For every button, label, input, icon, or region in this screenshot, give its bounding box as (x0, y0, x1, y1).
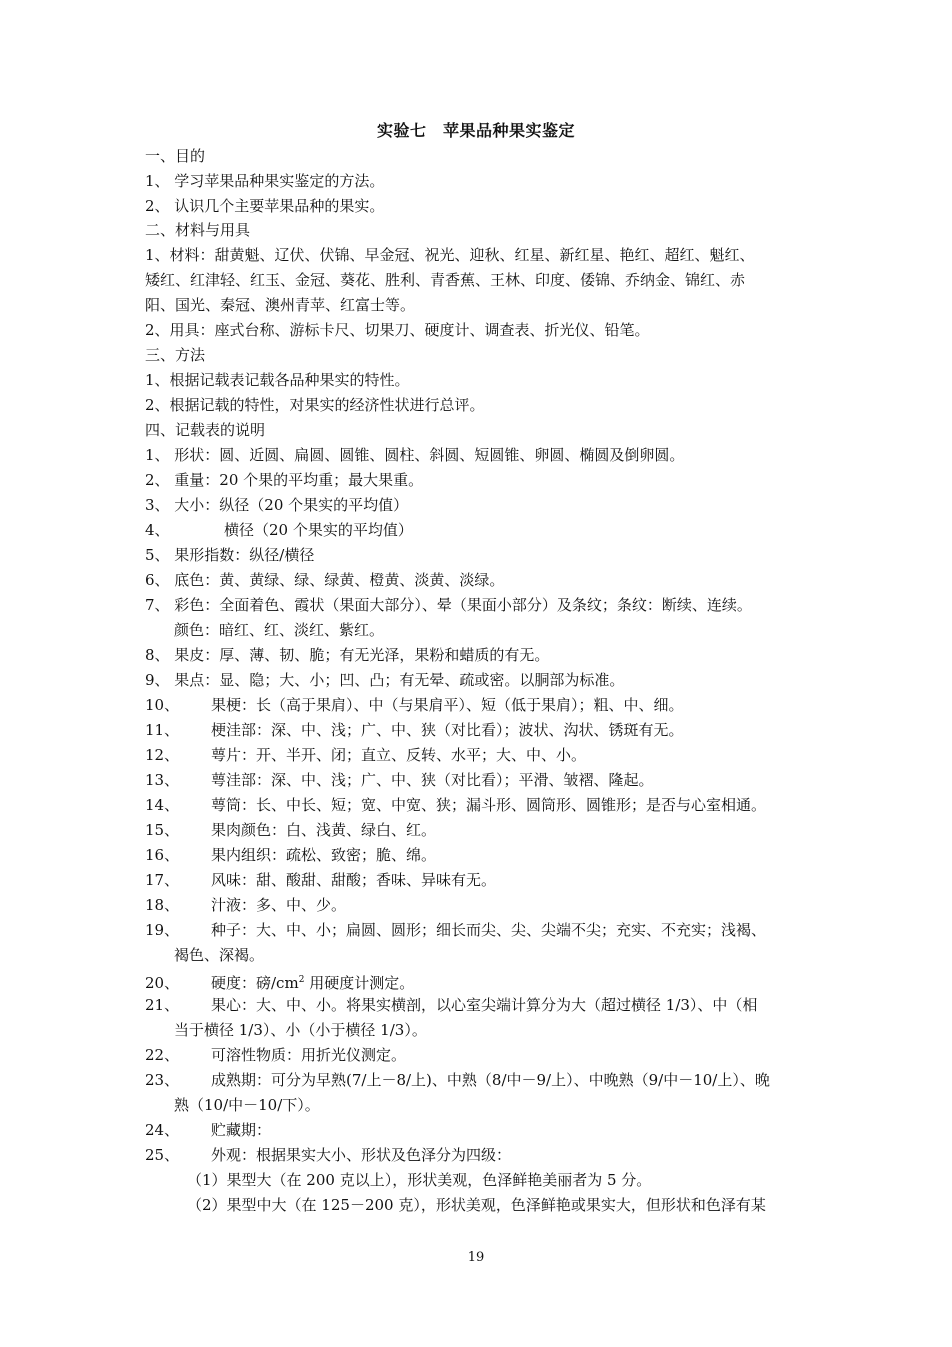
text-line (145, 795, 815, 815)
text-line (145, 920, 815, 940)
item-text: 贮藏期： (211, 1121, 272, 1139)
text-line (145, 895, 815, 915)
text-line: 1、 学习苹果品种果实鉴定的方法。 (145, 172, 385, 190)
text-line (145, 870, 815, 890)
text-line (145, 970, 815, 993)
superscript: 2 (298, 975, 305, 985)
item-number: 24、 (145, 1121, 180, 1139)
item-text: 果梗：长（高于果肩）、中（与果肩平）、短（低于果肩）；粗、中、细。 (211, 696, 684, 714)
item-text: 硬度：磅/cm (211, 974, 299, 992)
item-number: 19、 (145, 921, 180, 939)
item-number: 10、 (145, 696, 180, 714)
section-heading: 四、记载表的说明 (145, 421, 266, 439)
item-text: 成熟期：可分为早熟(7/上－8/上)、中熟（8/中－9/上）、中晚熟（9/中－10/上）、晚 (211, 1071, 770, 1089)
text-line: 7、 彩色：全面着色、霞状（果面大部分）、晕（果面小部分）及条纹；条纹：断续、连续。 (145, 596, 752, 614)
item-text: 萼片：开、半开、闭；直立、反转、水平；大、中、小。 (211, 746, 587, 764)
item-number: 22、 (145, 1046, 180, 1064)
text-line-continued: 熟（10/中－10/下）。 (174, 1096, 320, 1114)
item-text: 风味：甜、酸甜、甜酸；香味、异味有无。 (211, 871, 497, 889)
sub-item: （1）果型大（在 200 克以上），形状美观，色泽鲜艳美丽者为 5 分。 (187, 1171, 652, 1189)
item-text: 萼筒：长、中长、短；宽、中宽、狭；漏斗形、圆筒形、圆锥形；是否与心室相通。 (211, 796, 767, 814)
item-number: 14、 (145, 796, 180, 814)
text-line: 9、 果点：显、隐；大、小；凹、凸；有无晕、疏或密。以胴部为标准。 (145, 671, 625, 689)
text-line: 2、 认识几个主要苹果品种的果实。 (145, 197, 385, 215)
item-number: 16、 (145, 846, 180, 864)
section-heading: 三、方法 (145, 346, 206, 364)
text-line: 8、 果皮：厚、薄、韧、脆；有无光泽，果粉和蜡质的有无。 (145, 646, 550, 664)
item-text: 外观：根据果实大小、形状及色泽分为四级： (211, 1146, 512, 1164)
item-text: 横径（20 个果实的平均值） (224, 521, 413, 539)
item-text: 果心：大、中、小。将果实横剖，以心室尖端计算分为大（超过横径 1/3）、中（相 (211, 996, 758, 1014)
text-line: 2、用具：座式台称、游标卡尺、切果刀、硬度计、调查表、折光仪、铅笔。 (145, 321, 650, 339)
text-line: 1、材料：甜黄魁、辽伏、伏锦、早金冠、祝光、迎秋、红星、新红星、艳红、超红、魁红、 (145, 246, 755, 264)
text-line (145, 845, 815, 865)
item-number: 25、 (145, 1146, 180, 1164)
text-line-continued: 颜色：暗红、红、淡红、紫红。 (174, 621, 385, 639)
item-number: 20、 (145, 974, 180, 992)
item-text: 种子：大、中、小；扁圆、圆形；细长而尖、尖、尖端不尖；充实、不充实；浅褐、 (211, 921, 767, 939)
text-line: 1、 形状：圆、近圆、扁圆、圆锥、圆柱、斜圆、短圆锥、卵圆、椭圆及倒卵圆。 (145, 446, 685, 464)
item-number: 21、 (145, 996, 180, 1014)
text-line (145, 695, 815, 715)
item-number: 18、 (145, 896, 180, 914)
item-text: 用硬度计测定。 (304, 974, 415, 992)
text-line (145, 1120, 815, 1140)
item-text: 汁液：多、中、少。 (211, 896, 347, 914)
text-line-continued: 褐色、深褐。 (174, 946, 265, 964)
text-line-continued: 当于横径 1/3）、小（小于横径 1/3）。 (174, 1021, 427, 1039)
item-number: 11、 (145, 721, 180, 739)
section-heading: 二、材料与用具 (145, 221, 251, 239)
item-text: 果肉颜色：白、浅黄、绿白、红。 (211, 821, 437, 839)
item-text: 可溶性物质：用折光仪测定。 (211, 1046, 407, 1064)
item-number: 15、 (145, 821, 180, 839)
item-text: 萼洼部：深、中、浅；广、中、狭（对比看）；平滑、皱褶、隆起。 (211, 771, 654, 789)
item-text: 果内组织：疏松、致密；脆、绵。 (211, 846, 437, 864)
item-number: 4、 (145, 521, 170, 539)
page-title: 实验七 苹果品种果实鉴定 (376, 121, 575, 140)
item-number: 17、 (145, 871, 180, 889)
item-number: 12、 (145, 746, 180, 764)
sub-item: （2）果型中大（在 125－200 克），形状美观，色泽鲜艳或果实大，但形状和色泽有某 (187, 1196, 766, 1214)
text-line: 矮红、红津轻、红玉、金冠、葵花、胜利、青香蕉、王林、印度、倭锦、乔纳金、锦红、赤 (145, 271, 746, 289)
text-line (145, 1145, 815, 1165)
text-line: 阳、国光、秦冠、澳州青苹、红富士等。 (145, 296, 416, 314)
text-line (145, 1070, 815, 1090)
item-number: 23、 (145, 1071, 180, 1089)
text-line: 2、根据记载的特性，对果实的经济性状进行总评。 (145, 396, 485, 414)
item-text: 梗洼部：深、中、浅；广、中、狭（对比看）；波状、沟状、锈斑有无。 (211, 721, 684, 739)
text-line (145, 820, 815, 840)
text-line (145, 1045, 815, 1065)
text-line (145, 770, 815, 790)
text-line: 5、 果形指数：纵径/横径 (145, 546, 315, 564)
text-line (145, 745, 815, 765)
text-line: 6、 底色：黄、黄绿、绿、绿黄、橙黄、淡黄、淡绿。 (145, 571, 505, 589)
page-number: 19 (467, 1250, 485, 1265)
item-number: 13、 (145, 771, 180, 789)
text-line (145, 995, 815, 1015)
text-line (145, 720, 815, 740)
section-heading: 一、目的 (145, 147, 206, 165)
text-line: 1、根据记载表记载各品种果实的特性。 (145, 371, 410, 389)
text-line (145, 520, 815, 540)
text-line: 3、 大小：纵径（20 个果实的平均值） (145, 496, 409, 514)
text-line: 2、 重量：20 个果的平均重；最大果重。 (145, 471, 424, 489)
